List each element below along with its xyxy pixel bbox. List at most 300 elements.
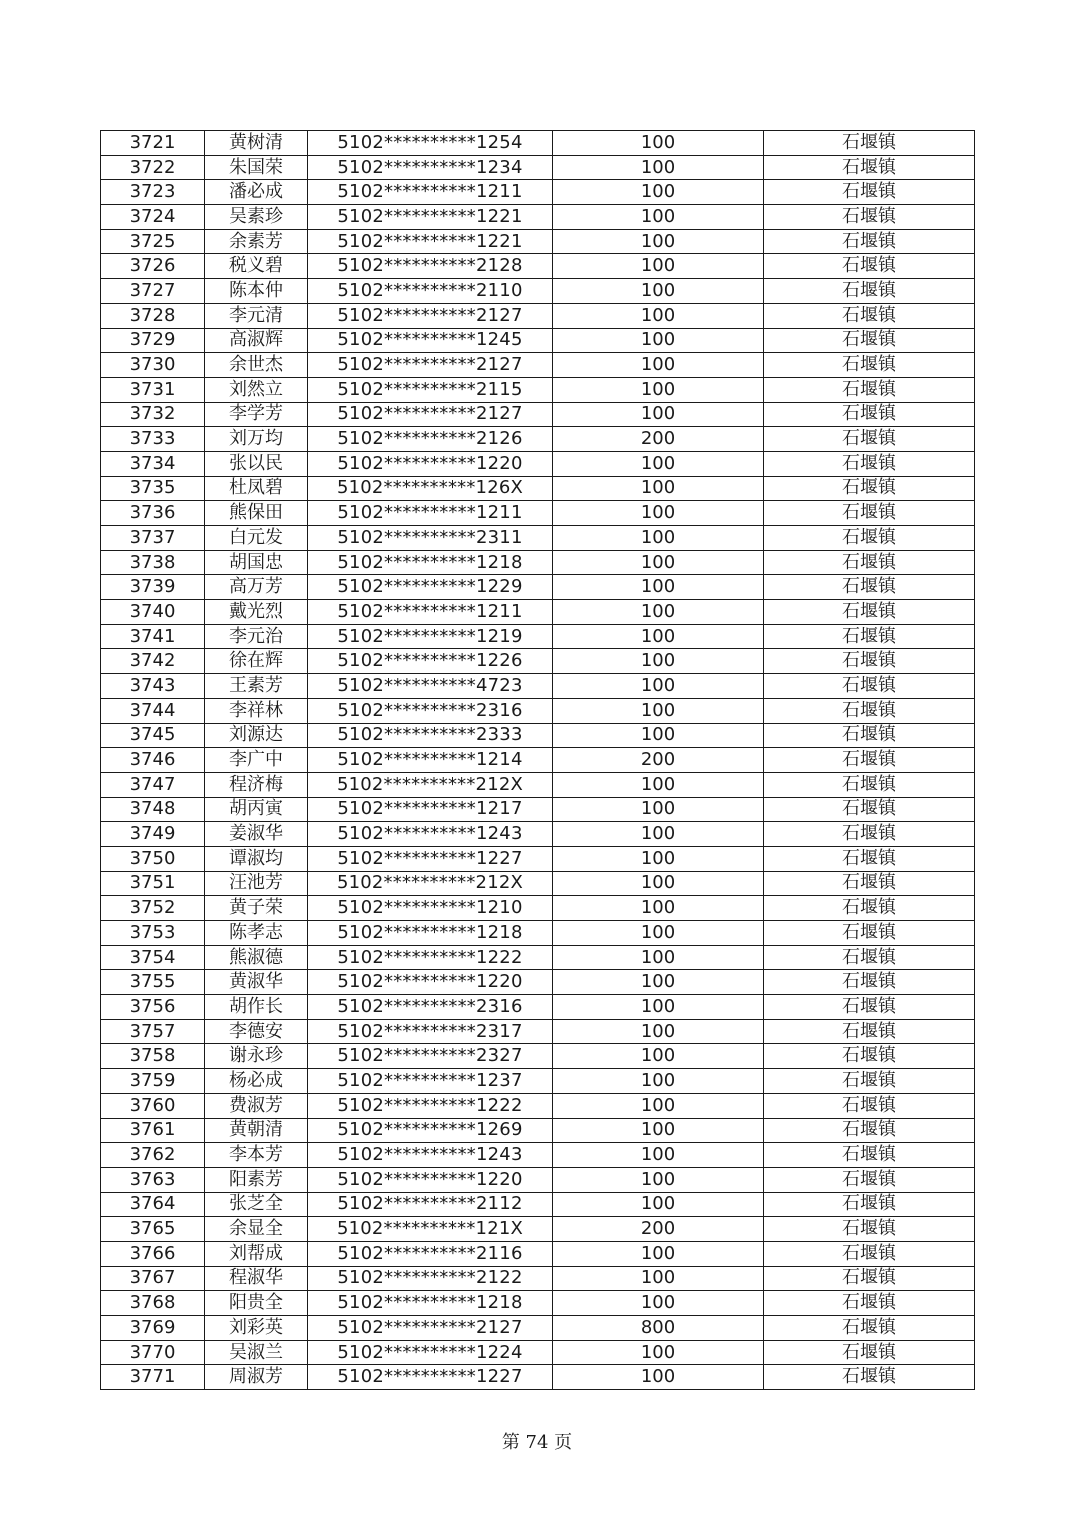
amount-cell: 100 bbox=[553, 822, 764, 847]
id-number-cell: 5102**********1211 bbox=[308, 600, 553, 625]
town-cell: 石堰镇 bbox=[764, 970, 975, 995]
town-cell: 石堰镇 bbox=[764, 1093, 975, 1118]
name-cell: 阳贵全 bbox=[205, 1291, 308, 1316]
id-number-cell: 5102**********2112 bbox=[308, 1192, 553, 1217]
table-row bbox=[101, 279, 975, 304]
id-number-cell: 5102**********1210 bbox=[308, 896, 553, 921]
amount-cell: 100 bbox=[553, 1241, 764, 1266]
table-row bbox=[101, 649, 975, 674]
row-number-cell: 3723 bbox=[101, 180, 205, 205]
table-row bbox=[101, 1365, 975, 1390]
id-number-cell: 5102**********212X bbox=[308, 871, 553, 896]
id-number-cell: 5102**********1218 bbox=[308, 1291, 553, 1316]
amount-cell: 100 bbox=[553, 229, 764, 254]
id-number-cell: 5102**********2110 bbox=[308, 279, 553, 304]
town-cell: 石堰镇 bbox=[764, 846, 975, 871]
table-row bbox=[101, 822, 975, 847]
table-row bbox=[101, 476, 975, 501]
table-row bbox=[101, 205, 975, 230]
row-number-cell: 3760 bbox=[101, 1093, 205, 1118]
name-cell: 李元清 bbox=[205, 303, 308, 328]
row-number-cell: 3744 bbox=[101, 698, 205, 723]
table-row bbox=[101, 1340, 975, 1365]
name-cell: 王素芳 bbox=[205, 674, 308, 699]
amount-cell: 100 bbox=[553, 1118, 764, 1143]
table-row bbox=[101, 377, 975, 402]
amount-cell: 100 bbox=[553, 871, 764, 896]
table-row bbox=[101, 1291, 975, 1316]
id-number-cell: 5102**********1229 bbox=[308, 575, 553, 600]
table-row bbox=[101, 698, 975, 723]
roster-table bbox=[100, 130, 975, 1390]
amount-cell: 100 bbox=[553, 550, 764, 575]
id-number-cell: 5102**********1221 bbox=[308, 229, 553, 254]
town-cell: 石堰镇 bbox=[764, 205, 975, 230]
table-row bbox=[101, 1192, 975, 1217]
row-number-cell: 3728 bbox=[101, 303, 205, 328]
row-number-cell: 3724 bbox=[101, 205, 205, 230]
table-row bbox=[101, 1019, 975, 1044]
row-number-cell: 3754 bbox=[101, 945, 205, 970]
amount-cell: 200 bbox=[553, 1217, 764, 1242]
town-cell: 石堰镇 bbox=[764, 377, 975, 402]
row-number-cell: 3741 bbox=[101, 624, 205, 649]
town-cell: 石堰镇 bbox=[764, 1143, 975, 1168]
amount-cell: 100 bbox=[553, 1093, 764, 1118]
id-number-cell: 5102**********1217 bbox=[308, 797, 553, 822]
name-cell: 陈孝志 bbox=[205, 921, 308, 946]
amount-cell: 100 bbox=[553, 772, 764, 797]
town-cell: 石堰镇 bbox=[764, 649, 975, 674]
table-row bbox=[101, 451, 975, 476]
row-number-cell: 3770 bbox=[101, 1340, 205, 1365]
table-row bbox=[101, 1167, 975, 1192]
table-row bbox=[101, 1241, 975, 1266]
row-number-cell: 3726 bbox=[101, 254, 205, 279]
name-cell: 余素芳 bbox=[205, 229, 308, 254]
row-number-cell: 3771 bbox=[101, 1365, 205, 1390]
row-number-cell: 3769 bbox=[101, 1316, 205, 1341]
table-row bbox=[101, 921, 975, 946]
row-number-cell: 3743 bbox=[101, 674, 205, 699]
amount-cell: 100 bbox=[553, 476, 764, 501]
town-cell: 石堰镇 bbox=[764, 353, 975, 378]
amount-cell: 100 bbox=[553, 353, 764, 378]
name-cell: 税义碧 bbox=[205, 254, 308, 279]
name-cell: 周淑芳 bbox=[205, 1365, 308, 1390]
id-number-cell: 5102**********1220 bbox=[308, 451, 553, 476]
town-cell: 石堰镇 bbox=[764, 451, 975, 476]
town-cell: 石堰镇 bbox=[764, 698, 975, 723]
name-cell: 李德安 bbox=[205, 1019, 308, 1044]
town-cell: 石堰镇 bbox=[764, 155, 975, 180]
table-row bbox=[101, 353, 975, 378]
name-cell: 程济梅 bbox=[205, 772, 308, 797]
table-row bbox=[101, 896, 975, 921]
name-cell: 李广中 bbox=[205, 748, 308, 773]
id-number-cell: 5102**********4723 bbox=[308, 674, 553, 699]
amount-cell: 100 bbox=[553, 624, 764, 649]
town-cell: 石堰镇 bbox=[764, 1019, 975, 1044]
town-cell: 石堰镇 bbox=[764, 229, 975, 254]
name-cell: 刘万均 bbox=[205, 427, 308, 452]
town-cell: 石堰镇 bbox=[764, 772, 975, 797]
table-row bbox=[101, 180, 975, 205]
amount-cell: 100 bbox=[553, 575, 764, 600]
row-number-cell: 3763 bbox=[101, 1167, 205, 1192]
town-cell: 石堰镇 bbox=[764, 427, 975, 452]
row-number-cell: 3761 bbox=[101, 1118, 205, 1143]
town-cell: 石堰镇 bbox=[764, 1365, 975, 1390]
table-row bbox=[101, 723, 975, 748]
id-number-cell: 5102**********2128 bbox=[308, 254, 553, 279]
table-row bbox=[101, 1118, 975, 1143]
amount-cell: 100 bbox=[553, 254, 764, 279]
amount-cell: 100 bbox=[553, 698, 764, 723]
name-cell: 黄朝清 bbox=[205, 1118, 308, 1143]
name-cell: 程淑华 bbox=[205, 1266, 308, 1291]
id-number-cell: 5102**********1211 bbox=[308, 501, 553, 526]
name-cell: 费淑芳 bbox=[205, 1093, 308, 1118]
town-cell: 石堰镇 bbox=[764, 896, 975, 921]
id-number-cell: 5102**********1237 bbox=[308, 1069, 553, 1094]
name-cell: 刘源达 bbox=[205, 723, 308, 748]
table-row bbox=[101, 229, 975, 254]
town-cell: 石堰镇 bbox=[764, 871, 975, 896]
id-number-cell: 5102**********2311 bbox=[308, 526, 553, 551]
town-cell: 石堰镇 bbox=[764, 748, 975, 773]
row-number-cell: 3733 bbox=[101, 427, 205, 452]
table-row bbox=[101, 995, 975, 1020]
row-number-cell: 3736 bbox=[101, 501, 205, 526]
row-number-cell: 3764 bbox=[101, 1192, 205, 1217]
row-number-cell: 3749 bbox=[101, 822, 205, 847]
id-number-cell: 5102**********2127 bbox=[308, 1316, 553, 1341]
amount-cell: 100 bbox=[553, 155, 764, 180]
name-cell: 谢永珍 bbox=[205, 1044, 308, 1069]
amount-cell: 100 bbox=[553, 131, 764, 156]
amount-cell: 100 bbox=[553, 1069, 764, 1094]
name-cell: 徐在辉 bbox=[205, 649, 308, 674]
town-cell: 石堰镇 bbox=[764, 995, 975, 1020]
row-number-cell: 3735 bbox=[101, 476, 205, 501]
table-row bbox=[101, 1316, 975, 1341]
amount-cell: 100 bbox=[553, 846, 764, 871]
row-number-cell: 3753 bbox=[101, 921, 205, 946]
town-cell: 石堰镇 bbox=[764, 1044, 975, 1069]
id-number-cell: 5102**********2127 bbox=[308, 303, 553, 328]
name-cell: 白元发 bbox=[205, 526, 308, 551]
amount-cell: 800 bbox=[553, 1316, 764, 1341]
id-number-cell: 5102**********126X bbox=[308, 476, 553, 501]
name-cell: 杜凤碧 bbox=[205, 476, 308, 501]
row-number-cell: 3758 bbox=[101, 1044, 205, 1069]
town-cell: 石堰镇 bbox=[764, 822, 975, 847]
id-number-cell: 5102**********1245 bbox=[308, 328, 553, 353]
row-number-cell: 3757 bbox=[101, 1019, 205, 1044]
town-cell: 石堰镇 bbox=[764, 624, 975, 649]
name-cell: 胡丙寅 bbox=[205, 797, 308, 822]
amount-cell: 100 bbox=[553, 1143, 764, 1168]
name-cell: 熊淑德 bbox=[205, 945, 308, 970]
name-cell: 姜淑华 bbox=[205, 822, 308, 847]
row-number-cell: 3742 bbox=[101, 649, 205, 674]
table-row bbox=[101, 871, 975, 896]
table-row bbox=[101, 155, 975, 180]
id-number-cell: 5102**********1218 bbox=[308, 550, 553, 575]
amount-cell: 100 bbox=[553, 995, 764, 1020]
amount-cell: 100 bbox=[553, 1167, 764, 1192]
row-number-cell: 3727 bbox=[101, 279, 205, 304]
table-row bbox=[101, 1093, 975, 1118]
table-row bbox=[101, 131, 975, 156]
id-number-cell: 5102**********1211 bbox=[308, 180, 553, 205]
id-number-cell: 5102**********2316 bbox=[308, 698, 553, 723]
name-cell: 李祥林 bbox=[205, 698, 308, 723]
name-cell: 李本芳 bbox=[205, 1143, 308, 1168]
table-row bbox=[101, 945, 975, 970]
row-number-cell: 3750 bbox=[101, 846, 205, 871]
id-number-cell: 5102**********1226 bbox=[308, 649, 553, 674]
table-row bbox=[101, 427, 975, 452]
name-cell: 刘帮成 bbox=[205, 1241, 308, 1266]
table-row bbox=[101, 1044, 975, 1069]
id-number-cell: 5102**********1227 bbox=[308, 1365, 553, 1390]
table-row bbox=[101, 600, 975, 625]
id-number-cell: 5102**********1227 bbox=[308, 846, 553, 871]
amount-cell: 100 bbox=[553, 1019, 764, 1044]
name-cell: 汪池芳 bbox=[205, 871, 308, 896]
table-row bbox=[101, 674, 975, 699]
name-cell: 高万芳 bbox=[205, 575, 308, 600]
table-row bbox=[101, 328, 975, 353]
amount-cell: 100 bbox=[553, 921, 764, 946]
row-number-cell: 3759 bbox=[101, 1069, 205, 1094]
town-cell: 石堰镇 bbox=[764, 1266, 975, 1291]
amount-cell: 200 bbox=[553, 748, 764, 773]
name-cell: 吴淑兰 bbox=[205, 1340, 308, 1365]
table-row bbox=[101, 303, 975, 328]
name-cell: 刘彩英 bbox=[205, 1316, 308, 1341]
row-number-cell: 3756 bbox=[101, 995, 205, 1020]
id-number-cell: 5102**********1243 bbox=[308, 1143, 553, 1168]
id-number-cell: 5102**********2317 bbox=[308, 1019, 553, 1044]
row-number-cell: 3748 bbox=[101, 797, 205, 822]
id-number-cell: 5102**********2126 bbox=[308, 427, 553, 452]
row-number-cell: 3729 bbox=[101, 328, 205, 353]
amount-cell: 100 bbox=[553, 1340, 764, 1365]
id-number-cell: 5102**********212X bbox=[308, 772, 553, 797]
id-number-cell: 5102**********1218 bbox=[308, 921, 553, 946]
table-row bbox=[101, 624, 975, 649]
id-number-cell: 5102**********2333 bbox=[308, 723, 553, 748]
town-cell: 石堰镇 bbox=[764, 723, 975, 748]
table-row bbox=[101, 1069, 975, 1094]
amount-cell: 100 bbox=[553, 205, 764, 230]
town-cell: 石堰镇 bbox=[764, 797, 975, 822]
id-number-cell: 5102**********1220 bbox=[308, 970, 553, 995]
town-cell: 石堰镇 bbox=[764, 1167, 975, 1192]
town-cell: 石堰镇 bbox=[764, 402, 975, 427]
town-cell: 石堰镇 bbox=[764, 600, 975, 625]
table-row bbox=[101, 575, 975, 600]
id-number-cell: 5102**********2115 bbox=[308, 377, 553, 402]
town-cell: 石堰镇 bbox=[764, 1241, 975, 1266]
amount-cell: 100 bbox=[553, 674, 764, 699]
name-cell: 李学芳 bbox=[205, 402, 308, 427]
town-cell: 石堰镇 bbox=[764, 1192, 975, 1217]
name-cell: 戴光烈 bbox=[205, 600, 308, 625]
town-cell: 石堰镇 bbox=[764, 476, 975, 501]
row-number-cell: 3734 bbox=[101, 451, 205, 476]
id-number-cell: 5102**********1222 bbox=[308, 1093, 553, 1118]
row-number-cell: 3762 bbox=[101, 1143, 205, 1168]
amount-cell: 100 bbox=[553, 797, 764, 822]
town-cell: 石堰镇 bbox=[764, 1340, 975, 1365]
id-number-cell: 5102**********1224 bbox=[308, 1340, 553, 1365]
town-cell: 石堰镇 bbox=[764, 1217, 975, 1242]
name-cell: 胡作长 bbox=[205, 995, 308, 1020]
name-cell: 潘必成 bbox=[205, 180, 308, 205]
page-number: 第 74 页 bbox=[501, 1432, 573, 1453]
table-row bbox=[101, 1143, 975, 1168]
amount-cell: 100 bbox=[553, 649, 764, 674]
amount-cell: 100 bbox=[553, 377, 764, 402]
name-cell: 杨必成 bbox=[205, 1069, 308, 1094]
name-cell: 黄淑华 bbox=[205, 970, 308, 995]
town-cell: 石堰镇 bbox=[764, 575, 975, 600]
id-number-cell: 5102**********2122 bbox=[308, 1266, 553, 1291]
id-number-cell: 5102**********1234 bbox=[308, 155, 553, 180]
amount-cell: 100 bbox=[553, 896, 764, 921]
row-number-cell: 3768 bbox=[101, 1291, 205, 1316]
table-row bbox=[101, 772, 975, 797]
name-cell: 高淑辉 bbox=[205, 328, 308, 353]
amount-cell: 100 bbox=[553, 1291, 764, 1316]
row-number-cell: 3731 bbox=[101, 377, 205, 402]
row-number-cell: 3745 bbox=[101, 723, 205, 748]
amount-cell: 200 bbox=[553, 427, 764, 452]
town-cell: 石堰镇 bbox=[764, 501, 975, 526]
row-number-cell: 3755 bbox=[101, 970, 205, 995]
table-row bbox=[101, 748, 975, 773]
roster-table-body bbox=[101, 131, 975, 1390]
name-cell: 陈本仲 bbox=[205, 279, 308, 304]
amount-cell: 100 bbox=[553, 180, 764, 205]
table-row bbox=[101, 1266, 975, 1291]
row-number-cell: 3740 bbox=[101, 600, 205, 625]
row-number-cell: 3732 bbox=[101, 402, 205, 427]
town-cell: 石堰镇 bbox=[764, 945, 975, 970]
name-cell: 黄树清 bbox=[205, 131, 308, 156]
town-cell: 石堰镇 bbox=[764, 1118, 975, 1143]
id-number-cell: 5102**********1243 bbox=[308, 822, 553, 847]
row-number-cell: 3747 bbox=[101, 772, 205, 797]
table-row bbox=[101, 970, 975, 995]
name-cell: 阳素芳 bbox=[205, 1167, 308, 1192]
name-cell: 李元治 bbox=[205, 624, 308, 649]
id-number-cell: 5102**********1269 bbox=[308, 1118, 553, 1143]
table-row bbox=[101, 526, 975, 551]
amount-cell: 100 bbox=[553, 1266, 764, 1291]
name-cell: 张以民 bbox=[205, 451, 308, 476]
row-number-cell: 3730 bbox=[101, 353, 205, 378]
row-number-cell: 3766 bbox=[101, 1241, 205, 1266]
amount-cell: 100 bbox=[553, 451, 764, 476]
table-row bbox=[101, 402, 975, 427]
table-row bbox=[101, 1217, 975, 1242]
town-cell: 石堰镇 bbox=[764, 1069, 975, 1094]
name-cell: 余显全 bbox=[205, 1217, 308, 1242]
row-number-cell: 3746 bbox=[101, 748, 205, 773]
row-number-cell: 3721 bbox=[101, 131, 205, 156]
town-cell: 石堰镇 bbox=[764, 180, 975, 205]
row-number-cell: 3738 bbox=[101, 550, 205, 575]
id-number-cell: 5102**********121X bbox=[308, 1217, 553, 1242]
table-row bbox=[101, 501, 975, 526]
amount-cell: 100 bbox=[553, 279, 764, 304]
id-number-cell: 5102**********1222 bbox=[308, 945, 553, 970]
town-cell: 石堰镇 bbox=[764, 303, 975, 328]
name-cell: 黄子荣 bbox=[205, 896, 308, 921]
amount-cell: 100 bbox=[553, 723, 764, 748]
id-number-cell: 5102**********1219 bbox=[308, 624, 553, 649]
name-cell: 张芝全 bbox=[205, 1192, 308, 1217]
name-cell: 余世杰 bbox=[205, 353, 308, 378]
town-cell: 石堰镇 bbox=[764, 1291, 975, 1316]
id-number-cell: 5102**********1214 bbox=[308, 748, 553, 773]
name-cell: 吴素珍 bbox=[205, 205, 308, 230]
row-number-cell: 3739 bbox=[101, 575, 205, 600]
id-number-cell: 5102**********1220 bbox=[308, 1167, 553, 1192]
town-cell: 石堰镇 bbox=[764, 526, 975, 551]
name-cell: 朱国荣 bbox=[205, 155, 308, 180]
amount-cell: 100 bbox=[553, 945, 764, 970]
amount-cell: 100 bbox=[553, 1044, 764, 1069]
id-number-cell: 5102**********2316 bbox=[308, 995, 553, 1020]
town-cell: 石堰镇 bbox=[764, 279, 975, 304]
amount-cell: 100 bbox=[553, 501, 764, 526]
row-number-cell: 3765 bbox=[101, 1217, 205, 1242]
row-number-cell: 3725 bbox=[101, 229, 205, 254]
table-row bbox=[101, 797, 975, 822]
amount-cell: 100 bbox=[553, 1365, 764, 1390]
row-number-cell: 3737 bbox=[101, 526, 205, 551]
row-number-cell: 3722 bbox=[101, 155, 205, 180]
amount-cell: 100 bbox=[553, 600, 764, 625]
id-number-cell: 5102**********2127 bbox=[308, 353, 553, 378]
id-number-cell: 5102**********2127 bbox=[308, 402, 553, 427]
table-row bbox=[101, 254, 975, 279]
table-row bbox=[101, 846, 975, 871]
id-number-cell: 5102**********1221 bbox=[308, 205, 553, 230]
town-cell: 石堰镇 bbox=[764, 254, 975, 279]
id-number-cell: 5102**********1254 bbox=[308, 131, 553, 156]
row-number-cell: 3752 bbox=[101, 896, 205, 921]
town-cell: 石堰镇 bbox=[764, 1316, 975, 1341]
amount-cell: 100 bbox=[553, 1192, 764, 1217]
row-number-cell: 3767 bbox=[101, 1266, 205, 1291]
name-cell: 胡国忠 bbox=[205, 550, 308, 575]
row-number-cell: 3751 bbox=[101, 871, 205, 896]
town-cell: 石堰镇 bbox=[764, 921, 975, 946]
town-cell: 石堰镇 bbox=[764, 328, 975, 353]
amount-cell: 100 bbox=[553, 402, 764, 427]
id-number-cell: 5102**********2116 bbox=[308, 1241, 553, 1266]
amount-cell: 100 bbox=[553, 526, 764, 551]
id-number-cell: 5102**********2327 bbox=[308, 1044, 553, 1069]
name-cell: 谭淑均 bbox=[205, 846, 308, 871]
